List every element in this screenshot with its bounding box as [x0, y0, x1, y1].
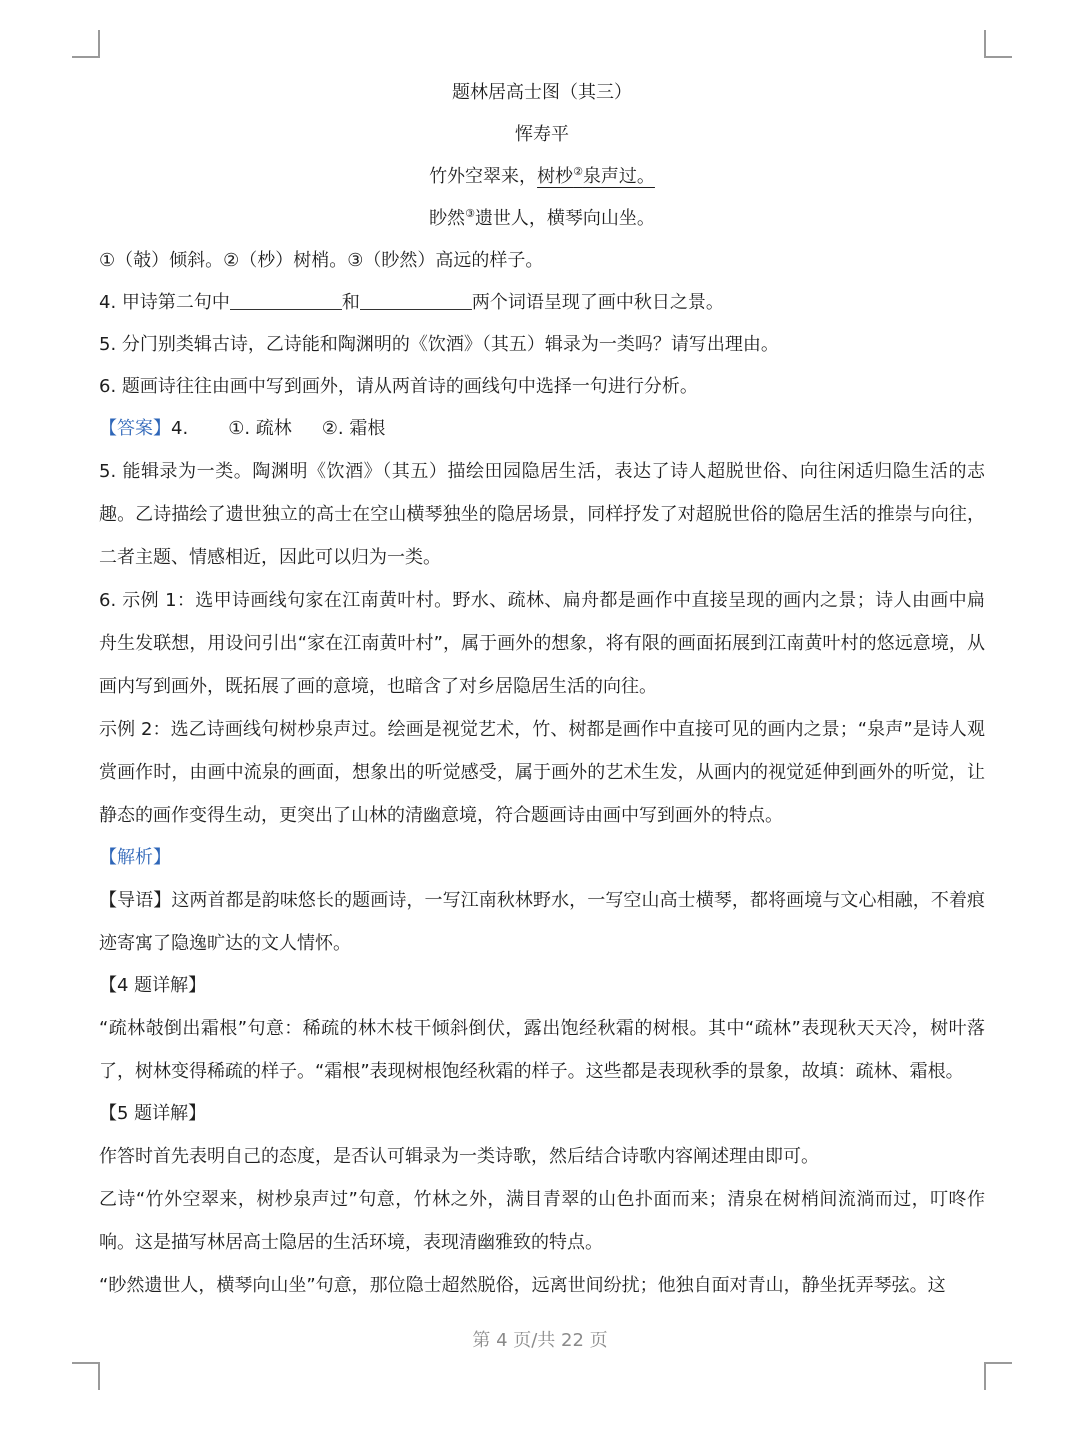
poem-line-1-start: 竹外空翠来， — [429, 166, 538, 187]
poem-author: 恽寿平 — [515, 124, 569, 145]
answer-label: 【答案】 — [99, 418, 171, 439]
footnotes: ①（攲）倾斜。②（杪）树梢。③（眇然）高远的样子。 — [99, 250, 544, 271]
page-number: 第 4 页/共 22 页 — [472, 1330, 608, 1351]
analysis-q5-heading: 【5 题详解】 — [99, 1103, 207, 1124]
question-4 — [99, 282, 985, 324]
analysis-q5-body-1: 作答时首先表明自己的态度，是否认可辑录为一类诗歌，然后结合诗歌内容阐述理由即可。 — [99, 1146, 819, 1167]
answer-6-example-1: 6. 示例 1：选甲诗画线句家在江南黄叶村。野水、疏林、扁舟都是画作中直接呈现的画内之景；诗人由画中扁舟生发联想，用设问引出“家在江南黄叶村”，属于画外的想象，将有限的画面拓展到江南黄叶村的悠远意境，从画内写到画外，既拓展了画的意境，也暗含了对乡居隐居生活的向往。 — [99, 590, 985, 697]
poem-line-1-end: 泉声过。 — [582, 166, 655, 187]
crop-mark-top-right — [984, 30, 1012, 58]
answer-4-item-2: ②. 霜根 — [321, 418, 386, 439]
poem-line-2-end: 遗世人，横琴向山坐。 — [474, 208, 655, 229]
answer-blank-2 — [360, 289, 472, 310]
question-5: 5. 分门别类辑古诗，乙诗能和陶渊明的《饮酒》（其五）辑录为一类吗？请写出理由。 — [99, 334, 779, 355]
analysis-label: 【解析】 — [99, 847, 171, 868]
poem-line-1-underlined — [537, 166, 655, 187]
question-4-conjunction: 和 — [341, 292, 360, 313]
page-content — [99, 72, 985, 1307]
answer-4-number: 4. — [171, 418, 189, 439]
crop-mark-top-left — [72, 30, 100, 58]
footnote-marker-2: ② — [573, 165, 583, 178]
answer-4-item-1: ①. 疏林 — [228, 418, 292, 439]
footnote-marker-3: ③ — [465, 207, 475, 220]
answer-5: 5. 能辑录为一类。陶渊明《饮酒》（其五）描绘田园隐居生活，表达了诗人超脱世俗、向往闲适归隐生活的志趣。乙诗描绘了遗世独立的高士在空山横琴独坐的隐居场景，同样抒发了对超脱世俗的隐居生活的推崇与向往，二者主题、情感相近，因此可以归为一类。 — [99, 461, 985, 568]
analysis-q5-body-2: 乙诗“竹外空翠来，树杪泉声过”句意，竹林之外，满目青翠的山色扑面而来；清泉在树梢间流淌而过，叮咚作响。这是描写林居高士隐居的生活环境，表现清幽雅致的特点。 — [99, 1189, 985, 1253]
poem-line-1 — [99, 156, 985, 198]
analysis-q4-body: “疏林攲倒出霜根”句意：稀疏的林木枝干倾斜倒伏，露出饱经秋霜的树根。其中“疏林”表现秋天天冷，树叶落了，树林变得稀疏的样子。“霜根”表现树根饱经秋霜的样子。这些都是表现秋季的景象，故填：疏林、霜根。 — [99, 1018, 985, 1082]
analysis-intro: 【导语】这两首都是韵味悠长的题画诗，一写江南秋林野水，一写空山高士横琴，都将画境与文心相融，不着痕迹寄寓了隐逸旷达的文人情怀。 — [99, 890, 985, 954]
question-6: 6. 题画诗往往由画中写到画外，请从两首诗的画线句中选择一句进行分析。 — [99, 376, 698, 397]
crop-mark-bottom-left — [72, 1362, 100, 1390]
question-4-text: 4. 甲诗第二句中 — [99, 292, 230, 313]
analysis-q5-body-3: “眇然遗世人，横琴向山坐”句意，那位隐士超然脱俗，远离世间纷扰；他独自面对青山，静坐抚弄琴弦。这 — [99, 1275, 946, 1296]
poem-line-2-start: 眇然 — [429, 208, 466, 229]
poem-title: 题林居高士图（其三） — [452, 82, 632, 103]
crop-mark-bottom-right — [984, 1362, 1012, 1390]
answer-row-4 — [99, 408, 985, 450]
analysis-q4-heading: 【4 题详解】 — [99, 975, 207, 996]
poem-line-1-word: 树杪 — [537, 166, 574, 187]
question-4-text-end: 两个词语呈现了画中秋日之景。 — [471, 292, 724, 313]
answer-6-example-2: 示例 2：选乙诗画线句树杪泉声过。绘画是视觉艺术，竹、树都是画作中直接可见的画内之景；“泉声”是诗人观赏画作时，由画中流泉的画面，想象出的听觉感受，属于画外的艺术生发，从画内的视觉延伸到画外的听觉，让静态的画作变得生动，更突出了山林的清幽意境，符合题画诗由画中写到画外的特点。 — [99, 719, 985, 826]
answer-blank-1 — [230, 289, 342, 310]
poem-line-2 — [99, 198, 985, 240]
